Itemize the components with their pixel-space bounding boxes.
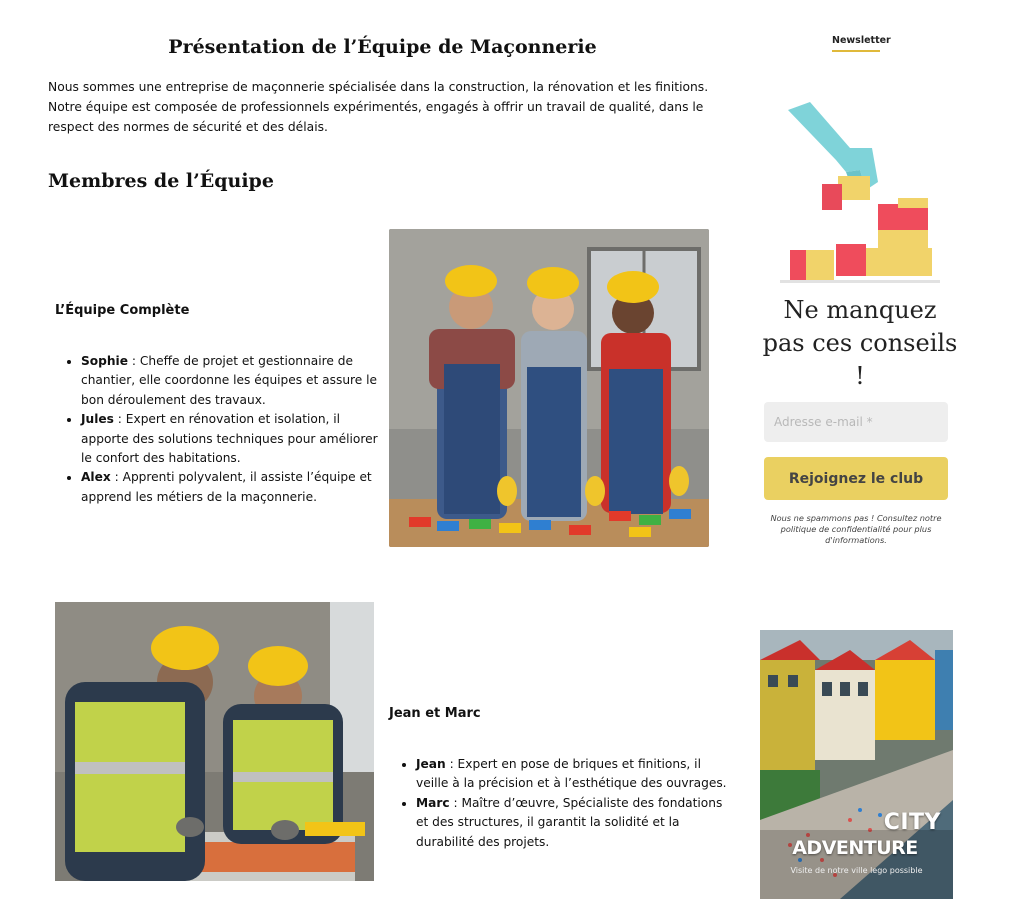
list-item (416, 794, 728, 852)
page-title: Présentation de l’Équipe de Maçonnerie (168, 36, 597, 58)
ad-title-adventure: ADVENTURE (792, 837, 918, 859)
member-name: Jean (416, 757, 446, 771)
city-adventure-ad[interactable] (760, 630, 953, 899)
join-club-button[interactable]: Rejoignez le club (764, 457, 948, 500)
intro-paragraph: Nous sommes une entreprise de maçonnerie spécialisée dans la construction, la rénovation et les finitions. Notre équipe est composée de professionnels expérimentés, engagés à offrir un travail de qualité, dans le respect des normes de sécurité et des délais. (48, 80, 709, 134)
member-name: Marc (416, 795, 450, 810)
list-item (81, 352, 391, 410)
team-complete-heading: L’Équipe Complète (55, 303, 190, 318)
list-item (416, 755, 728, 794)
privacy-note: Nous ne spammons pas ! Consultez notre politique de confidentialité pour plus d'informations. (770, 513, 942, 545)
ad-tagline: Visite de notre ville lego possible (790, 866, 923, 875)
member-desc: : Apprenti polyvalent, il assiste l’équipe et apprend les métiers de la maçonnerie. (81, 470, 372, 504)
newsletter-heading: Ne manquez pas ces conseils ! (762, 296, 958, 390)
list-item (81, 468, 391, 507)
member-name: Jules (81, 412, 114, 427)
email-input[interactable] (764, 402, 948, 442)
members-heading: Membres de l’Équipe (48, 170, 274, 192)
member-desc: : Maître d’œuvre, Spécialiste des fondations et des structures, il garantit la solidité et la durabilité des projets. (416, 795, 723, 849)
duo-heading: Jean et Marc (389, 706, 481, 721)
team-complete-list (63, 352, 391, 507)
team-photo-illustration (389, 229, 709, 547)
member-desc: : Cheffe de projet et gestionnaire de chantier, elle coordonne les équipes et assure le bon déroulement des travaux. (81, 354, 378, 407)
brick-hand-icon (780, 98, 940, 288)
list-item (81, 410, 391, 468)
ad-title-city: CITY (883, 810, 941, 835)
duo-list (398, 755, 728, 852)
member-name: Alex (81, 470, 111, 485)
newsletter-underline (832, 50, 880, 52)
member-desc: : Expert en rénovation et isolation, il apporte des solutions techniques pour améliorer le confort des habitations. (81, 412, 378, 466)
duo-photo (55, 602, 374, 881)
sidebar (750, 0, 1024, 919)
duo-photo-illustration (55, 602, 374, 881)
team-photo (389, 229, 709, 547)
brick-hand-illustration (780, 98, 940, 288)
member-desc: : Expert en pose de briques et finitions, il veille à la précision et à l’esthétique des ouvrages. (416, 757, 727, 791)
member-name: Sophie (81, 354, 128, 368)
newsletter-label: Newsletter (832, 35, 891, 46)
